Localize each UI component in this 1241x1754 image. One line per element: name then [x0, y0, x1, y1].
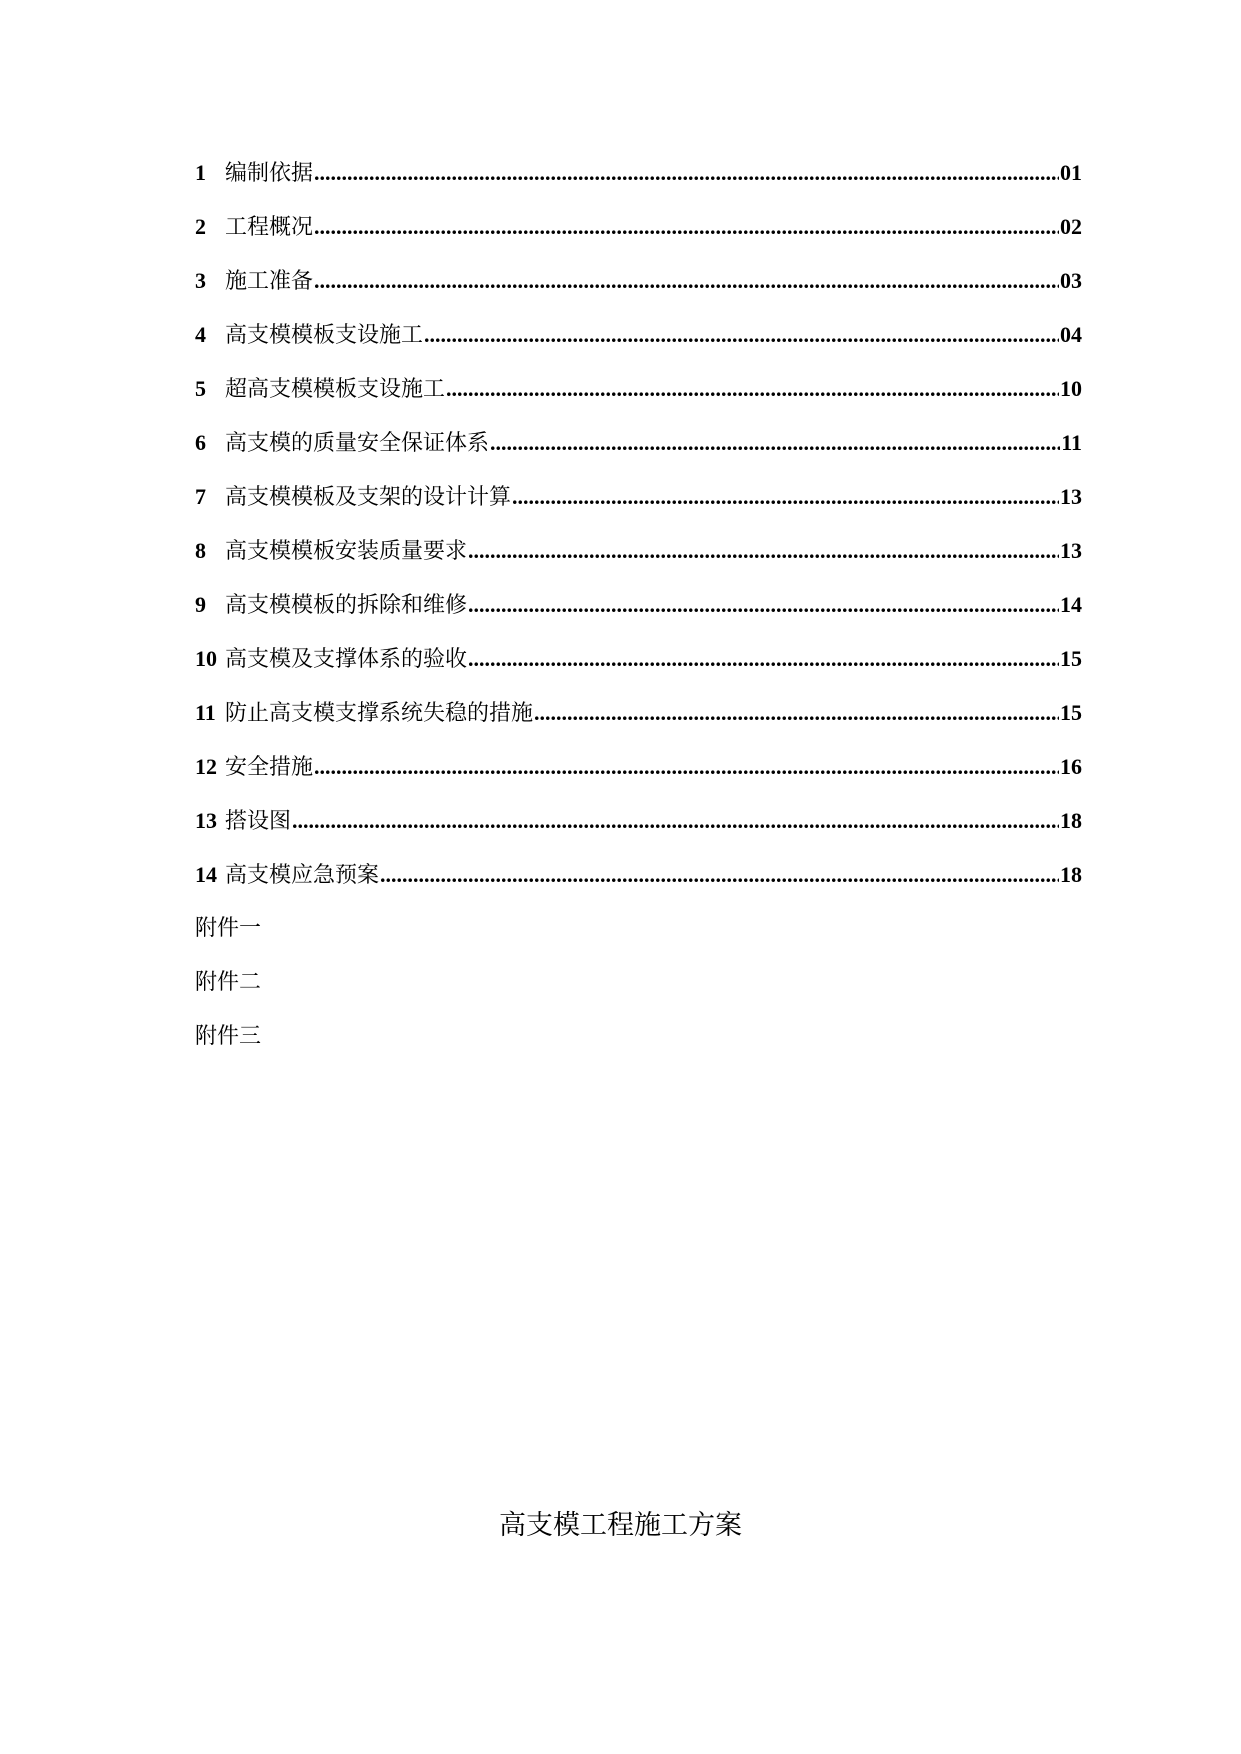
toc-entry-page: 11: [1061, 430, 1082, 455]
toc-entry-number: 5: [195, 376, 206, 401]
toc-entry-page: 02: [1060, 214, 1082, 239]
toc-entry-number: 11: [195, 700, 216, 725]
toc-dot-leader: [424, 322, 1059, 348]
toc-dot-leader: [314, 214, 1059, 240]
toc-entry-title: 高支模应急预案: [225, 863, 380, 888]
toc-entry-13[interactable]: [195, 808, 1082, 862]
toc-entry-number: 14: [195, 862, 217, 887]
toc-entry-number: 10: [195, 646, 217, 671]
toc-entry-title: 高支模模板的拆除和维修: [225, 593, 468, 618]
toc-entry-number: 8: [195, 538, 206, 563]
toc-entry-10[interactable]: [195, 646, 1082, 700]
toc-entry-1[interactable]: [195, 160, 1082, 214]
toc-entry-6[interactable]: [195, 430, 1082, 484]
toc-entry-5[interactable]: [195, 376, 1082, 430]
toc-entry-number: 12: [195, 754, 217, 779]
toc-entry-page: 15: [1060, 700, 1082, 725]
toc-entry-4[interactable]: [195, 322, 1082, 376]
toc-entry-title: 高支模模板支设施工: [225, 323, 424, 348]
toc-entry-number: 6: [195, 430, 206, 455]
toc-entry-page: 04: [1060, 322, 1082, 347]
toc-entry-title: 编制依据: [225, 161, 314, 186]
toc-entry-12[interactable]: [195, 754, 1082, 808]
toc-entry-page: 10: [1060, 376, 1082, 401]
appendix-item-1[interactable]: 附件一: [195, 916, 262, 941]
toc-dot-leader: [380, 862, 1059, 888]
toc-entry-number: 4: [195, 322, 206, 347]
toc-entry-title: 施工准备: [225, 269, 314, 294]
toc-entry-number: 13: [195, 808, 217, 833]
toc-entry-number: 7: [195, 484, 206, 509]
toc-entry-title: 搭设图: [225, 809, 292, 834]
toc-dot-leader: [314, 160, 1059, 186]
toc-entry-page: 15: [1060, 646, 1082, 671]
toc-entry-title: 工程概况: [225, 215, 314, 240]
toc-dot-leader: [292, 808, 1059, 834]
toc-entry-page: 18: [1060, 808, 1082, 833]
appendix-item-3[interactable]: 附件三: [195, 1024, 262, 1049]
toc-dot-leader: [314, 268, 1059, 294]
toc-dot-leader: [468, 592, 1059, 618]
toc-entry-number: 2: [195, 214, 206, 239]
toc-entry-title: 高支模模板及支架的设计计算: [225, 485, 512, 510]
toc-entry-title: 高支模的质量安全保证体系: [225, 431, 490, 456]
toc-dot-leader: [468, 646, 1059, 672]
toc-dot-leader: [490, 430, 1060, 456]
appendix-item-2[interactable]: 附件二: [195, 970, 262, 995]
toc-dot-leader: [314, 754, 1059, 780]
toc-entry-8[interactable]: [195, 538, 1082, 592]
toc-entry-11[interactable]: [195, 700, 1082, 754]
toc-dot-leader: [446, 376, 1059, 402]
toc-entry-page: 18: [1060, 862, 1082, 887]
toc-entry-3[interactable]: [195, 268, 1082, 322]
toc-entry-title: 防止高支模支撑系统失稳的措施: [225, 701, 534, 726]
toc-entry-title: 高支模及支撑体系的验收: [225, 647, 468, 672]
toc-entry-number: 1: [195, 160, 206, 185]
toc-entry-page: 16: [1060, 754, 1082, 779]
toc-entry-number: 3: [195, 268, 206, 293]
toc-entry-title: 超高支模模板支设施工: [225, 377, 446, 402]
toc-entry-14[interactable]: [195, 862, 1082, 916]
toc-entry-title: 高支模模板安装质量要求: [225, 539, 468, 564]
toc-dot-leader: [534, 700, 1059, 726]
toc-entry-page: 13: [1060, 484, 1082, 509]
toc-entry-page: 13: [1060, 538, 1082, 563]
toc-entry-page: 01: [1060, 160, 1082, 185]
toc-entry-number: 9: [195, 592, 206, 617]
toc-entry-2[interactable]: [195, 214, 1082, 268]
toc-dot-leader: [468, 538, 1059, 564]
toc-entry-page: 03: [1060, 268, 1082, 293]
toc-entry-9[interactable]: [195, 592, 1082, 646]
toc-dot-leader: [512, 484, 1059, 510]
toc-entry-page: 14: [1060, 592, 1082, 617]
document-title: 高支模工程施工方案: [499, 1510, 742, 1541]
toc-entry-title: 安全措施: [225, 755, 314, 780]
table-of-contents: [195, 160, 1082, 1078]
toc-entry-7[interactable]: [195, 484, 1082, 538]
